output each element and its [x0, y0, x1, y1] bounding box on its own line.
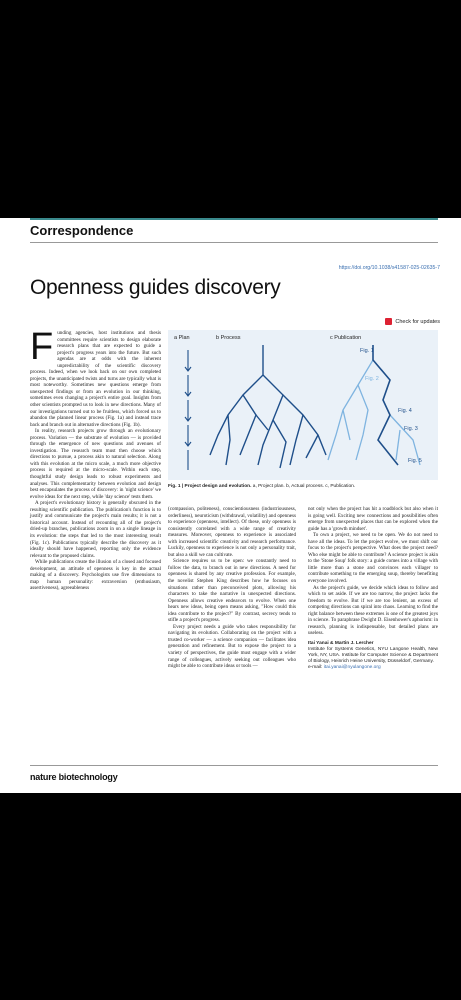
journal-name: nature biotechnology	[30, 772, 118, 782]
column-1	[30, 326, 161, 592]
process-tree	[210, 345, 326, 468]
figure-label-b: b Process	[216, 335, 241, 341]
paragraph: As the project's guide, we decide which ideas to follow and which to set aside. If we are too narrow, the project lacks the freedom to evolve. But if we are too lenient, an excess of competing directions can spiral into chaos. Learning to find the right balance between these extremes is one of the greatest joys in science. To paraphrase Dwight D. Eisenhower's aphorism: in research, planning is indispensable, but detailed plans are useless.	[308, 584, 438, 637]
article-page	[0, 218, 461, 793]
fig-label: Fig. 3	[404, 426, 418, 432]
paragraph: Every project needs a guide who takes responsibility for navigating its evolution. Collaborating on the project with a trusted co-worker — a science companion — facilitates idea generation and refinement. But to expose the project to a variety of perspectives, the guide must engage with a wider range of colleagues, actively seeking out colleagues who might be able to contribute ideas or tools —	[168, 623, 296, 670]
author-names: Itai Yanai & Martin J. Lercher	[308, 640, 374, 646]
paragraph: To own a project, we need to be open. We do not need to have all the ideas. To let the project evolve, we must shift our focus to the project's perspective. What does the project need? Who else might be able to contribute? A science project is akin to the 'Stone Soup' folk story: a guide comes into a village with little more than a stone and convinces each villager to contribute something to the emerging soup, thereby benefiting everyone involved.	[308, 532, 438, 585]
column-2	[168, 506, 296, 670]
accent-bar	[30, 218, 438, 220]
fig-label: Fig. 4	[398, 408, 412, 414]
fig-label: Fig. 2	[365, 376, 379, 382]
figure-caption	[168, 484, 438, 489]
figure-panel	[168, 330, 438, 480]
figure-label-c: c Publication	[330, 335, 362, 341]
drop-cap: F	[30, 326, 54, 368]
caption-title: Fig. 1 | Project design and evolution.	[168, 484, 252, 489]
check-updates-label: Check for updates	[395, 318, 440, 325]
caption-text: a, Project plan. b, Actual process. c, Publication.	[251, 484, 356, 489]
fig-label: Fig. 1	[360, 348, 374, 354]
doi-link[interactable]: https://doi.org/10.1038/s41587-025-02635-7	[338, 265, 440, 271]
paragraph: (compassion, politeness), conscientiousness (industriousness, orderliness), neuroticism (withdrawal, volatility) and openness to experience (openness, intellect). Of these, only openness is consistently correlated with a wide range of creativity measures. Moreover, openness to experience is associated with increased scientific creativity and research performance. Luckily, openness to experience is not only a personality trait, but also a skill we can cultivate.	[168, 506, 296, 558]
paragraph: In reality, research projects grow through an evolutionary process. Variation — the substrate of evolution — is provided through the emergence of new questions and avenues of investigation. The research team must then choose which directions to pursue, a process akin to natural selection. Along with this evolution at the micro scale, a much more objective process is required at the micro-scale. Within each step, thoughtful study design leads to robust experiments and analyses. This complementarity between evolution and design best encapsulates the process of discovery: in 'night science' we evolve ideas for the next step, while 'day science' tests them.	[30, 428, 161, 500]
email-link[interactable]: itai.yanai@nyulangone.org	[323, 664, 381, 670]
column-3	[308, 506, 438, 671]
article-title: Openness guides discovery	[30, 276, 281, 299]
paragraph: While publications create the illusion of a closed and focused development, an attitude of openness is key in the actual making of a discovery. Psychologists use five dimensions to map human personality: extraversion (enthusiasm, assertiveness), agreeableness	[30, 559, 161, 592]
section-heading: Correspondence	[30, 223, 134, 238]
publication-lineage	[373, 345, 398, 465]
check-updates-button[interactable]	[385, 318, 440, 325]
affiliation: Institute for Systems Genetics, NYU Langone Health, New York, NY, USA. Institute for Computer Science & Department of Biology, Heinrich Heine University, Düsseldorf, Germany.	[308, 646, 438, 664]
paragraph: not only when the project has hit a roadblock but also when it is going well. Exciting new connections and possibilities often emerge from unexpected places that can be explored when the guide has a 'growth mindset'.	[308, 506, 438, 532]
figure-label-a: a Plan	[174, 335, 190, 341]
email-label: e-mail:	[308, 664, 324, 670]
divider	[30, 242, 438, 243]
update-icon	[385, 318, 392, 325]
fig-label: Fig. 5	[408, 458, 422, 464]
divider	[30, 765, 438, 766]
evolution-tree-svg	[168, 330, 438, 480]
paragraph: unding agencies, host institutions and thesis committees require scientists to design elaborate research plans that are expected to guide a project's progress years into the future. But such agendas are at odds with the inherent unpredictability of the scientific discovery process. Indeed, when we look back on our own completed projects, the unanticipated twists and turns are typically what is most noteworthy. Sometimes new questions emerge from unexpected findings or from an evolution in our thinking, sometimes even changing a project's entire goal. Insights from other scientists prompted us to look in new directions. Many of our investigations turned out to be fruitless, which forced us to abandon the planned linear process (Fig. 1a) and instead trace back and branch out in alternative directions (Fig. 1b).	[30, 330, 161, 428]
email-line	[308, 665, 438, 671]
paragraph: Science requires us to be open: we constantly need to follow the data, to branch out in new directions. A need for openness is shared by any creative profession. For example, the novelist Stephen King describes how he focuses on situations rather than preconceived plots, allowing his characters to take the narrative in unexpected directions. Openness allows creative endeavors to evolve. When one hears new ideas, being open means asking, "How could this idea contribute to the project?" By contrast, secrecy tends to stifle a project's progress.	[168, 558, 296, 624]
paragraph: A project's evolutionary history is generally obscured in the resulting scientific publication. The publication's function is to justify and communicate the project's main results; it is not a historical account. Instead of recounting all of the project's dried-up branches, publications zoom in on a single lineage in its evolution: the steps that led to the most interesting result (Fig. 1c). Publications typically describe the discovery as it ideally should have happened, reporting only the evidence relevant to the proposed claims.	[30, 500, 161, 559]
